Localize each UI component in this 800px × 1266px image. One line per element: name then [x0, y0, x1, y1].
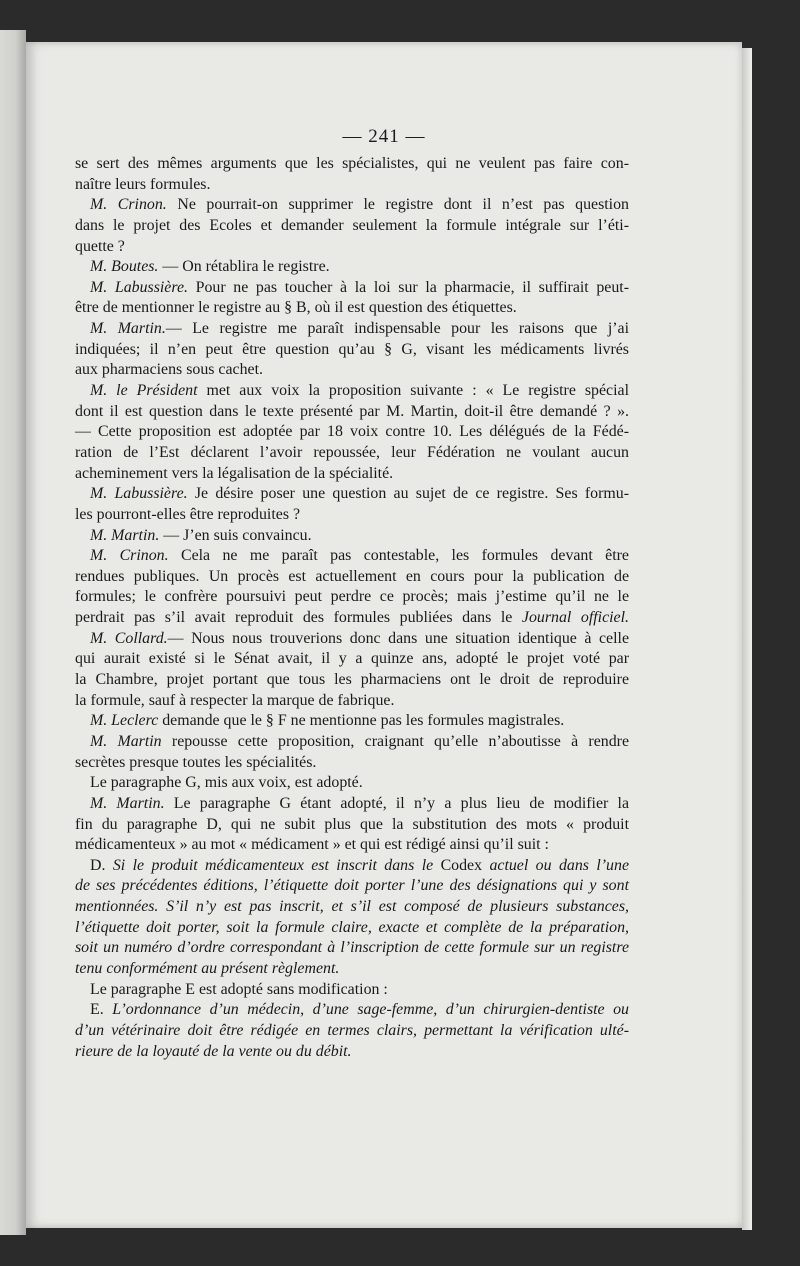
text-run: fin du paragraphe D, qui ne subit plus que la substitution des mots « produit — [75, 815, 629, 833]
text-line — [75, 753, 629, 774]
text-line — [75, 526, 629, 547]
text-run: — On rétablira le registre. — [158, 258, 330, 276]
text-line — [75, 649, 629, 670]
text-run: se sert des mêmes arguments que les spécialistes, qui ne veulent pas faire con- — [75, 155, 629, 172]
italic-text: M. Crinon. — [90, 196, 167, 214]
text-line — [75, 959, 629, 980]
text-line — [75, 175, 629, 196]
text-run: Je désire poser une question au sujet de ce registre. Ses formu- — [187, 485, 630, 503]
text-run: dans le projet des Ecoles et demander seulement la formule intégrale sur l’éti- — [75, 216, 629, 234]
italic-text: rieure de la loyauté de la vente ou du débit. — [75, 1042, 352, 1060]
text-line — [75, 773, 629, 794]
text-line — [75, 691, 629, 712]
italic-text: de ses précédentes éditions, l’étiquette doit porter l’une des désignations qui y sont — [75, 877, 629, 895]
italic-text: M. Martin. — [90, 320, 166, 338]
text-run: Ne pourrait-on supprimer le registre dont il n’est pas question — [166, 196, 629, 214]
italic-text: M. Martin — [90, 732, 162, 750]
italic-text: d’un vétérinaire doit être rédigée en termes clairs, permettant la vérification ulté- — [75, 1021, 629, 1039]
text-run: rendues publiques. Un procès est actuellement en cours pour la publication de — [75, 567, 629, 585]
text-run: secrètes presque toutes les spécialités. — [75, 753, 317, 771]
text-line — [75, 815, 629, 836]
italic-text: M. Labussière. — [90, 485, 188, 503]
text-line — [75, 835, 629, 856]
text-line — [75, 464, 629, 485]
left-page-edge — [0, 30, 26, 1235]
text-run: Codex — [440, 856, 490, 874]
text-line — [75, 1021, 629, 1042]
text-line — [75, 340, 629, 361]
text-line — [75, 237, 629, 258]
text-run: être de mentionner le registre au § B, où il est question des étiquettes. — [75, 299, 517, 317]
text-run: Le paragraphe G étant adopté, il n’y a plus lieu de modifier la — [164, 794, 630, 812]
text-run: naître leurs formules. — [75, 175, 211, 193]
text-run: Cela ne me paraît pas contestable, les formules devant être — [168, 547, 629, 565]
text-run: E. — [90, 1001, 113, 1019]
italic-text: soit un numéro d’ordre correspondant à l’inscription de cette formule sur un registre — [75, 939, 629, 957]
text-run: qui aurait existé si le Sénat avait, il y a quinze ans, adopté le projet voté par — [75, 650, 629, 668]
text-run: D. — [90, 856, 113, 874]
text-run: ration de l’Est déclarent l’avoir repoussée, leur Fédération ne voulant aucun — [75, 443, 629, 461]
text-line — [75, 216, 629, 237]
text-line — [75, 856, 629, 877]
italic-text: Si le produit médicamenteux est inscrit dans le — [112, 856, 441, 874]
text-line — [75, 402, 629, 423]
text-run: — Nous nous trouverions donc dans une situation identique à celle — [167, 629, 629, 647]
text-run: — Le registre me paraît indispensable pour les raisons que j’ai — [165, 320, 629, 338]
italic-text: M. Collard. — [90, 629, 168, 647]
book-page — [26, 42, 742, 1228]
text-line — [75, 298, 629, 319]
text-line — [75, 918, 629, 939]
italic-text: M. Martin. — [90, 526, 160, 544]
text-run: dont il est question dans le texte présenté par M. Martin, doit-il être demandé ? ». — [75, 402, 629, 420]
italic-text: M. le Président — [90, 382, 198, 400]
page-body-text — [75, 154, 629, 1062]
italic-text: M. Boutes. — [90, 258, 159, 276]
text-run: — J’en suis convaincu. — [159, 526, 312, 544]
text-line — [75, 278, 629, 299]
text-run: repousse cette proposition, craignant qu’elle n’aboutisse à rendre — [161, 732, 629, 750]
text-line — [75, 670, 629, 691]
text-run: aux pharmaciens sous cachet. — [75, 361, 263, 379]
text-line — [75, 381, 629, 402]
italic-text: M. Martin. — [90, 794, 165, 812]
italic-text: M. Crinon. — [90, 547, 169, 565]
text-run: — Cette proposition est adoptée par 18 voix contre 10. Les délégués de la Fédé- — [75, 423, 629, 441]
text-line — [75, 732, 629, 753]
text-line — [75, 608, 629, 629]
italic-text: mentionnées. S’il n’y est pas inscrit, et s’il est composé de plusieurs substances, — [75, 898, 629, 916]
text-run: acheminement vers la légalisation de la spécialité. — [75, 464, 394, 482]
text-run: met aux voix la proposition suivante : « Le registre spécial — [197, 382, 629, 400]
italic-text: tenu conformément au présent règlement. — [75, 959, 340, 977]
italic-text: L’ordonnance d’un médecin, d’une sage-femme, d’un chirurgien-dentiste ou — [112, 1001, 629, 1019]
text-line — [75, 629, 629, 650]
text-line — [75, 422, 629, 443]
text-run: Le paragraphe G, mis aux voix, est adopté. — [90, 774, 363, 792]
text-line — [75, 443, 629, 464]
text-line — [75, 897, 629, 918]
text-line — [75, 195, 629, 216]
italic-text: Journal officiel. — [521, 609, 629, 627]
text-line — [75, 154, 629, 175]
text-line — [75, 319, 629, 340]
text-line — [75, 794, 629, 815]
text-run: médicamenteux » au mot « médicament » et qui est rédigé ainsi qu’il suit : — [75, 836, 549, 854]
text-line — [75, 1042, 629, 1063]
text-line — [75, 711, 629, 732]
text-run: indiquées; il n’en peut être question qu’au § G, visant les médicaments livrés — [75, 340, 629, 358]
text-line — [75, 484, 629, 505]
text-run: Le paragraphe E est adopté sans modification : — [90, 980, 388, 998]
text-run: formules; le confrère poursuivi peut perdre ce procès; mais j’estime qu’il ne le — [75, 588, 629, 606]
text-line — [75, 257, 629, 278]
text-line — [75, 876, 629, 897]
text-run: quette ? — [75, 237, 125, 255]
text-run: les pourront-elles être reproduites ? — [75, 505, 301, 523]
right-page-edge — [742, 48, 752, 1230]
text-line — [75, 505, 629, 526]
text-line — [75, 1000, 629, 1021]
text-line — [75, 546, 629, 567]
page-number: — 241 — — [342, 126, 426, 147]
text-run: demande que le § F ne mentionne pas les formules magistrales. — [158, 712, 565, 730]
text-line — [75, 980, 629, 1001]
text-line — [75, 360, 629, 381]
text-line — [75, 938, 629, 959]
text-run: perdrait pas s’il avait reproduit des formules publiées dans le — [75, 609, 522, 627]
text-run: la Chambre, projet portant que tous les pharmaciens ont le droit de reproduire — [75, 671, 629, 689]
text-run: la formule, sauf à respecter la marque de fabrique. — [75, 691, 395, 709]
text-line — [75, 587, 629, 608]
italic-text: l’étiquette doit porter, soit la formule claire, exacte et complète de la préparation, — [75, 918, 629, 936]
italic-text: M. Labussière. — [90, 278, 188, 296]
italic-text: actuel ou dans l’une — [489, 856, 630, 874]
text-line — [75, 567, 629, 588]
text-run: Pour ne pas toucher à la loi sur la pharmacie, il suffirait peut- — [187, 278, 629, 296]
italic-text: M. Leclerc — [90, 712, 159, 730]
